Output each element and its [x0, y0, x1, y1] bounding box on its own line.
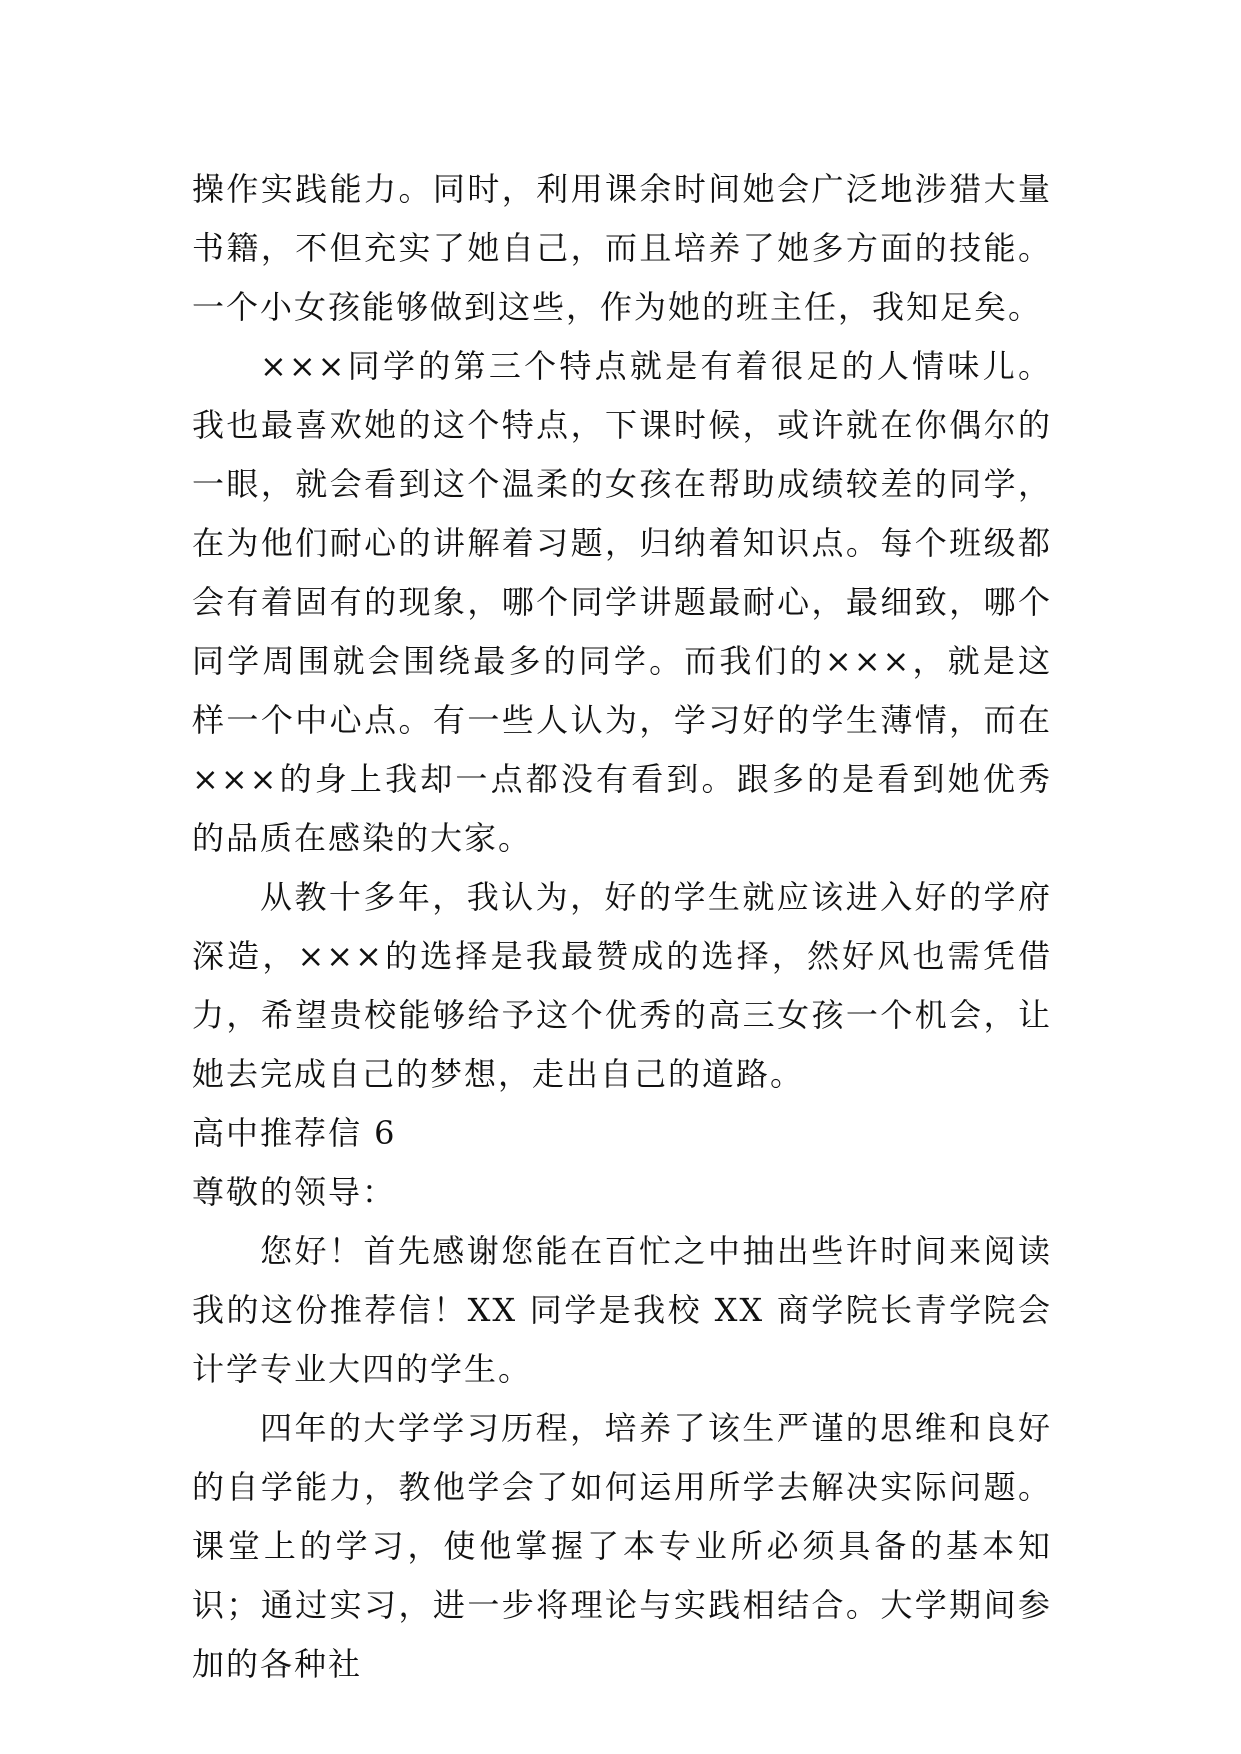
salutation: 尊敬的领导： — [192, 1173, 397, 1211]
paragraph-skills-summary: 操作实践能力。同时，利用课余时间她会广泛地涉猎大量书籍，不但充实了她自己，而且培养了她多方面的技能。一个小女孩能够做到这些，作为她的班主任，我知足矣。 — [192, 170, 1052, 326]
paragraph-greeting: 您好！首先感谢您能在百忙之中抽出些许时间来阅读我的这份推荐信！XX 同学是我校 XX 商学院长青学院会计学专业大四的学生。 — [192, 1232, 1052, 1388]
document-body — [192, 160, 1052, 1694]
paragraph-teacher-recommendation: 从教十多年，我认为，好的学生就应该进入好的学府深造，×××的选择是我最赞成的选择，然好风也需凭借力，希望贵校能够给予这个优秀的高三女孩一个机会，让她去完成自己的梦想，走出自己的道路。 — [192, 878, 1052, 1093]
paragraph-university-study: 四年的大学学习历程，培养了该生严谨的思维和良好的自学能力，教他学会了如何运用所学去解决实际问题。课堂上的学习，使他掌握了本专业所必须具备的基本知识；通过实习，进一步将理论与实践相结合。大学期间参加的各种社 — [192, 1409, 1052, 1683]
paragraph-third-trait: ×××同学的第三个特点就是有着很足的人情味儿。我也最喜欢她的这个特点，下课时候，或许就在你偶尔的一眼，就会看到这个温柔的女孩在帮助成绩较差的同学，在为他们耐心的讲解着习题，归纳着知识点。每个班级都会有着固有的现象，哪个同学讲题最耐心，最细致，哪个同学周围就会围绕最多的同学。而我们的×××，就是这样一个中心点。有一些人认为，学习好的学生薄情，而在×××的身上我却一点都没有看到。跟多的是看到她优秀的品质在感染的大家。 — [192, 347, 1052, 857]
section-heading: 高中推荐信 6 — [192, 1114, 397, 1152]
